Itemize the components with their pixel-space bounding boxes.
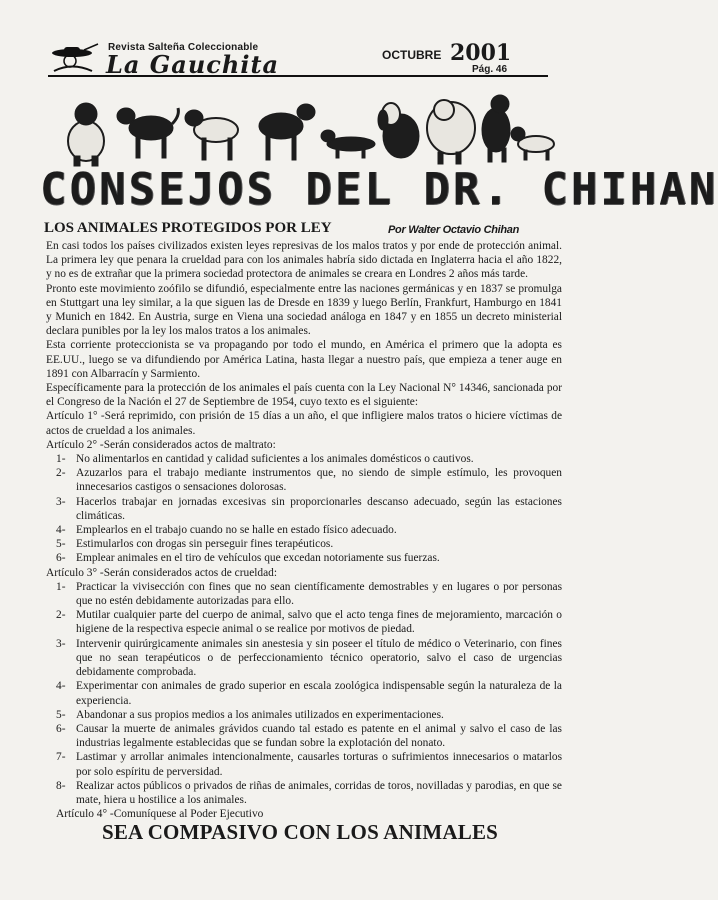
list-item: [46, 750, 562, 778]
page-title: CONSEJOS DEL DR. CHIHAN: [40, 164, 718, 215]
article-heading: LOS ANIMALES PROTEGIDOS POR LEY: [44, 220, 332, 236]
paragraph: En casi todos los países civilizados existen leyes represivas de los malos tratos y por ende de protección animal. La primera ley que penara la crueldad para con los animales habría sido dictada en Inglaterra hacia el año 1822, y no es de extrañar que la primera sociedad protectora de animales se creara en Londres 2 años más tarde.: [46, 240, 562, 281]
magazine-subtitle: Revista Salteña Coleccionable: [108, 42, 259, 53]
item-text: Emplear animales en el tiro de vehículos que excedan notoriamente sus fuerzas.: [76, 552, 440, 565]
paragraph: Específicamente para la protección de los animales el país cuenta con la Ley Nacional N° 14346, sancionada por el Congreso de la Nación el 27 de Septiembre de 1954, cuyo texto es el siguiente:: [46, 382, 562, 409]
dog-icon: [68, 103, 104, 166]
list-item: [46, 608, 562, 636]
item-number: 4-: [56, 680, 66, 693]
list-item: [46, 495, 562, 523]
list-item: [46, 523, 562, 537]
list-item: [46, 466, 562, 494]
item-text: Intervenir quirúrgicamente animales sin anestesia y sin poseer el título de médico o Veterinario, con fines que no sean terapéuticos o de perfeccionamiento técnico operatorio, salvo el caso de urgencias debidamente comprobada.: [76, 637, 562, 679]
item-number: 2-: [56, 609, 66, 622]
dog-icon: [259, 104, 315, 160]
item-text: No alimentarlos en cantidad y calidad suficientes a los animales domésticos o cautivos.: [76, 453, 474, 466]
item-text: Azuzarlos para el trabajo mediante instrumentos que, no siendo de simple estímulo, les provoquen innecesarios castigos o sensaciones dolorosas.: [76, 467, 562, 494]
item-number: 5-: [56, 538, 66, 551]
list-item: [46, 637, 562, 680]
item-number: 6-: [56, 552, 66, 565]
item-number: 3-: [56, 637, 66, 650]
item-number: 5-: [56, 708, 66, 721]
magazine-name: La Gauchita: [106, 50, 280, 79]
dog-icon: [321, 130, 375, 158]
list-item: [46, 779, 562, 807]
issue-year: 2001: [450, 40, 512, 66]
item-number: 3-: [56, 495, 66, 508]
dog-icon: [185, 110, 238, 160]
item-number: 1-: [56, 453, 66, 466]
dogs-illustration: [56, 86, 556, 168]
article-2-label: Artículo 2° -Serán considerados actos de maltrato:: [46, 438, 276, 451]
list-item: [46, 580, 562, 608]
item-number: 1-: [56, 580, 66, 593]
item-text: Realizar actos públicos o privados de riñas de animales, corridas de toros, novilladas y parodias, en que se mate, hiera u hostilice a los animales.: [76, 779, 562, 806]
closing-slogan: SEA COMPASIVO CON LOS ANIMALES: [101, 820, 499, 844]
dog-icon: [117, 108, 178, 158]
list-item: [46, 722, 562, 750]
item-text: Estimularlos con drogas sin perseguir fines terapéuticos.: [76, 538, 334, 551]
dog-icon: [482, 95, 510, 162]
dog-icon: [378, 103, 419, 158]
dog-icon: [511, 127, 554, 160]
article-byline: Por Walter Octavio Chihan: [388, 224, 520, 236]
item-text: Causar la muerte de animales grávidos cuando tal estado es patente en el animal y salvo el caso de las industrias legalmente establecidas que se fundan sobre la explotación del nonato.: [76, 722, 562, 750]
page-number: Pág. 46: [472, 64, 508, 75]
list-item: [46, 452, 562, 466]
dog-icon: [427, 100, 475, 164]
item-number: 2-: [56, 467, 66, 480]
masthead: [48, 40, 548, 80]
list-item: [46, 537, 562, 551]
item-text: Practicar la vivisección con fines que no sean científicamente demostrables y en lugares o por personas que no estén debidamente autorizadas para ello.: [76, 580, 562, 608]
paragraph: Esta corriente proteccionista se va propagando por todo el mundo, en América el primero que la adopta es EE.UU., luego se va difundiendo por América Latina, hasta llegar a nuestro país, que empieza a tener auge en 1891 con Albarracín y Sarmiento.: [46, 339, 562, 380]
article-body: [46, 239, 562, 821]
article-3-label: Artículo 3° -Serán considerados actos de crueldad:: [46, 566, 278, 579]
paragraph: Pronto este movimiento zoófilo se difundió, especialmente entre las naciones germánicas y en 1837 se promulga en Stuttgart una ley similar, a la que siguen las de Dresde en 1839 y luego Berlín, Frankfurt, Hamburgo en 1841 y Munich en 1842. En Austria, surge en Viena una sociedad análoga en 1847 y en 1855 un decreto ministerial declara punibles por la ley los malos tratos a los animales.: [46, 282, 562, 338]
item-text: Abandonar a sus propios medios a los animales utilizados en experimentaciones.: [76, 708, 444, 721]
item-text: Experimentar con animales de grado superior en escala zoológica indispensable según la naturaleza de la experiencia.: [76, 680, 562, 707]
issue-month: OCTUBRE: [382, 48, 442, 62]
item-number: 6-: [56, 722, 66, 735]
list-item: [46, 551, 562, 565]
gaucho-logo-icon: [48, 44, 100, 74]
masthead-rule: [48, 75, 548, 77]
item-text: Mutilar cualquier parte del cuerpo de animal, salvo que el acto tenga fines de mejoramiento, marcación o higiene de la respectiva especie animal o se realice por motivos de piedad.: [76, 609, 562, 636]
list-item: [46, 708, 562, 722]
item-number: 8-: [56, 779, 66, 792]
list-item: [46, 679, 562, 707]
item-number: 4-: [56, 524, 66, 537]
item-text: Hacerlos trabajar en jornadas excesivas sin proporcionarles descanso adecuado, según las estaciones climáticas.: [76, 495, 562, 522]
item-text: Lastimar y arrollar animales intencionalmente, causarles torturas o sufrimientos innecesarios o matarlos por solo espíritu de perversidad.: [76, 751, 562, 778]
item-text: Emplearlos en el trabajo cuando no se halle en estado físico adecuado.: [76, 524, 397, 537]
article-4: Artículo 4° -Comuníquese al Poder Ejecutivo: [56, 808, 264, 821]
item-number: 7-: [56, 751, 66, 764]
article-1: Artículo 1° -Será reprimido, con prisión de 15 días a un año, el que infligiere malos tratos o hiciere víctimas de actos de crueldad a los animales.: [46, 410, 562, 437]
